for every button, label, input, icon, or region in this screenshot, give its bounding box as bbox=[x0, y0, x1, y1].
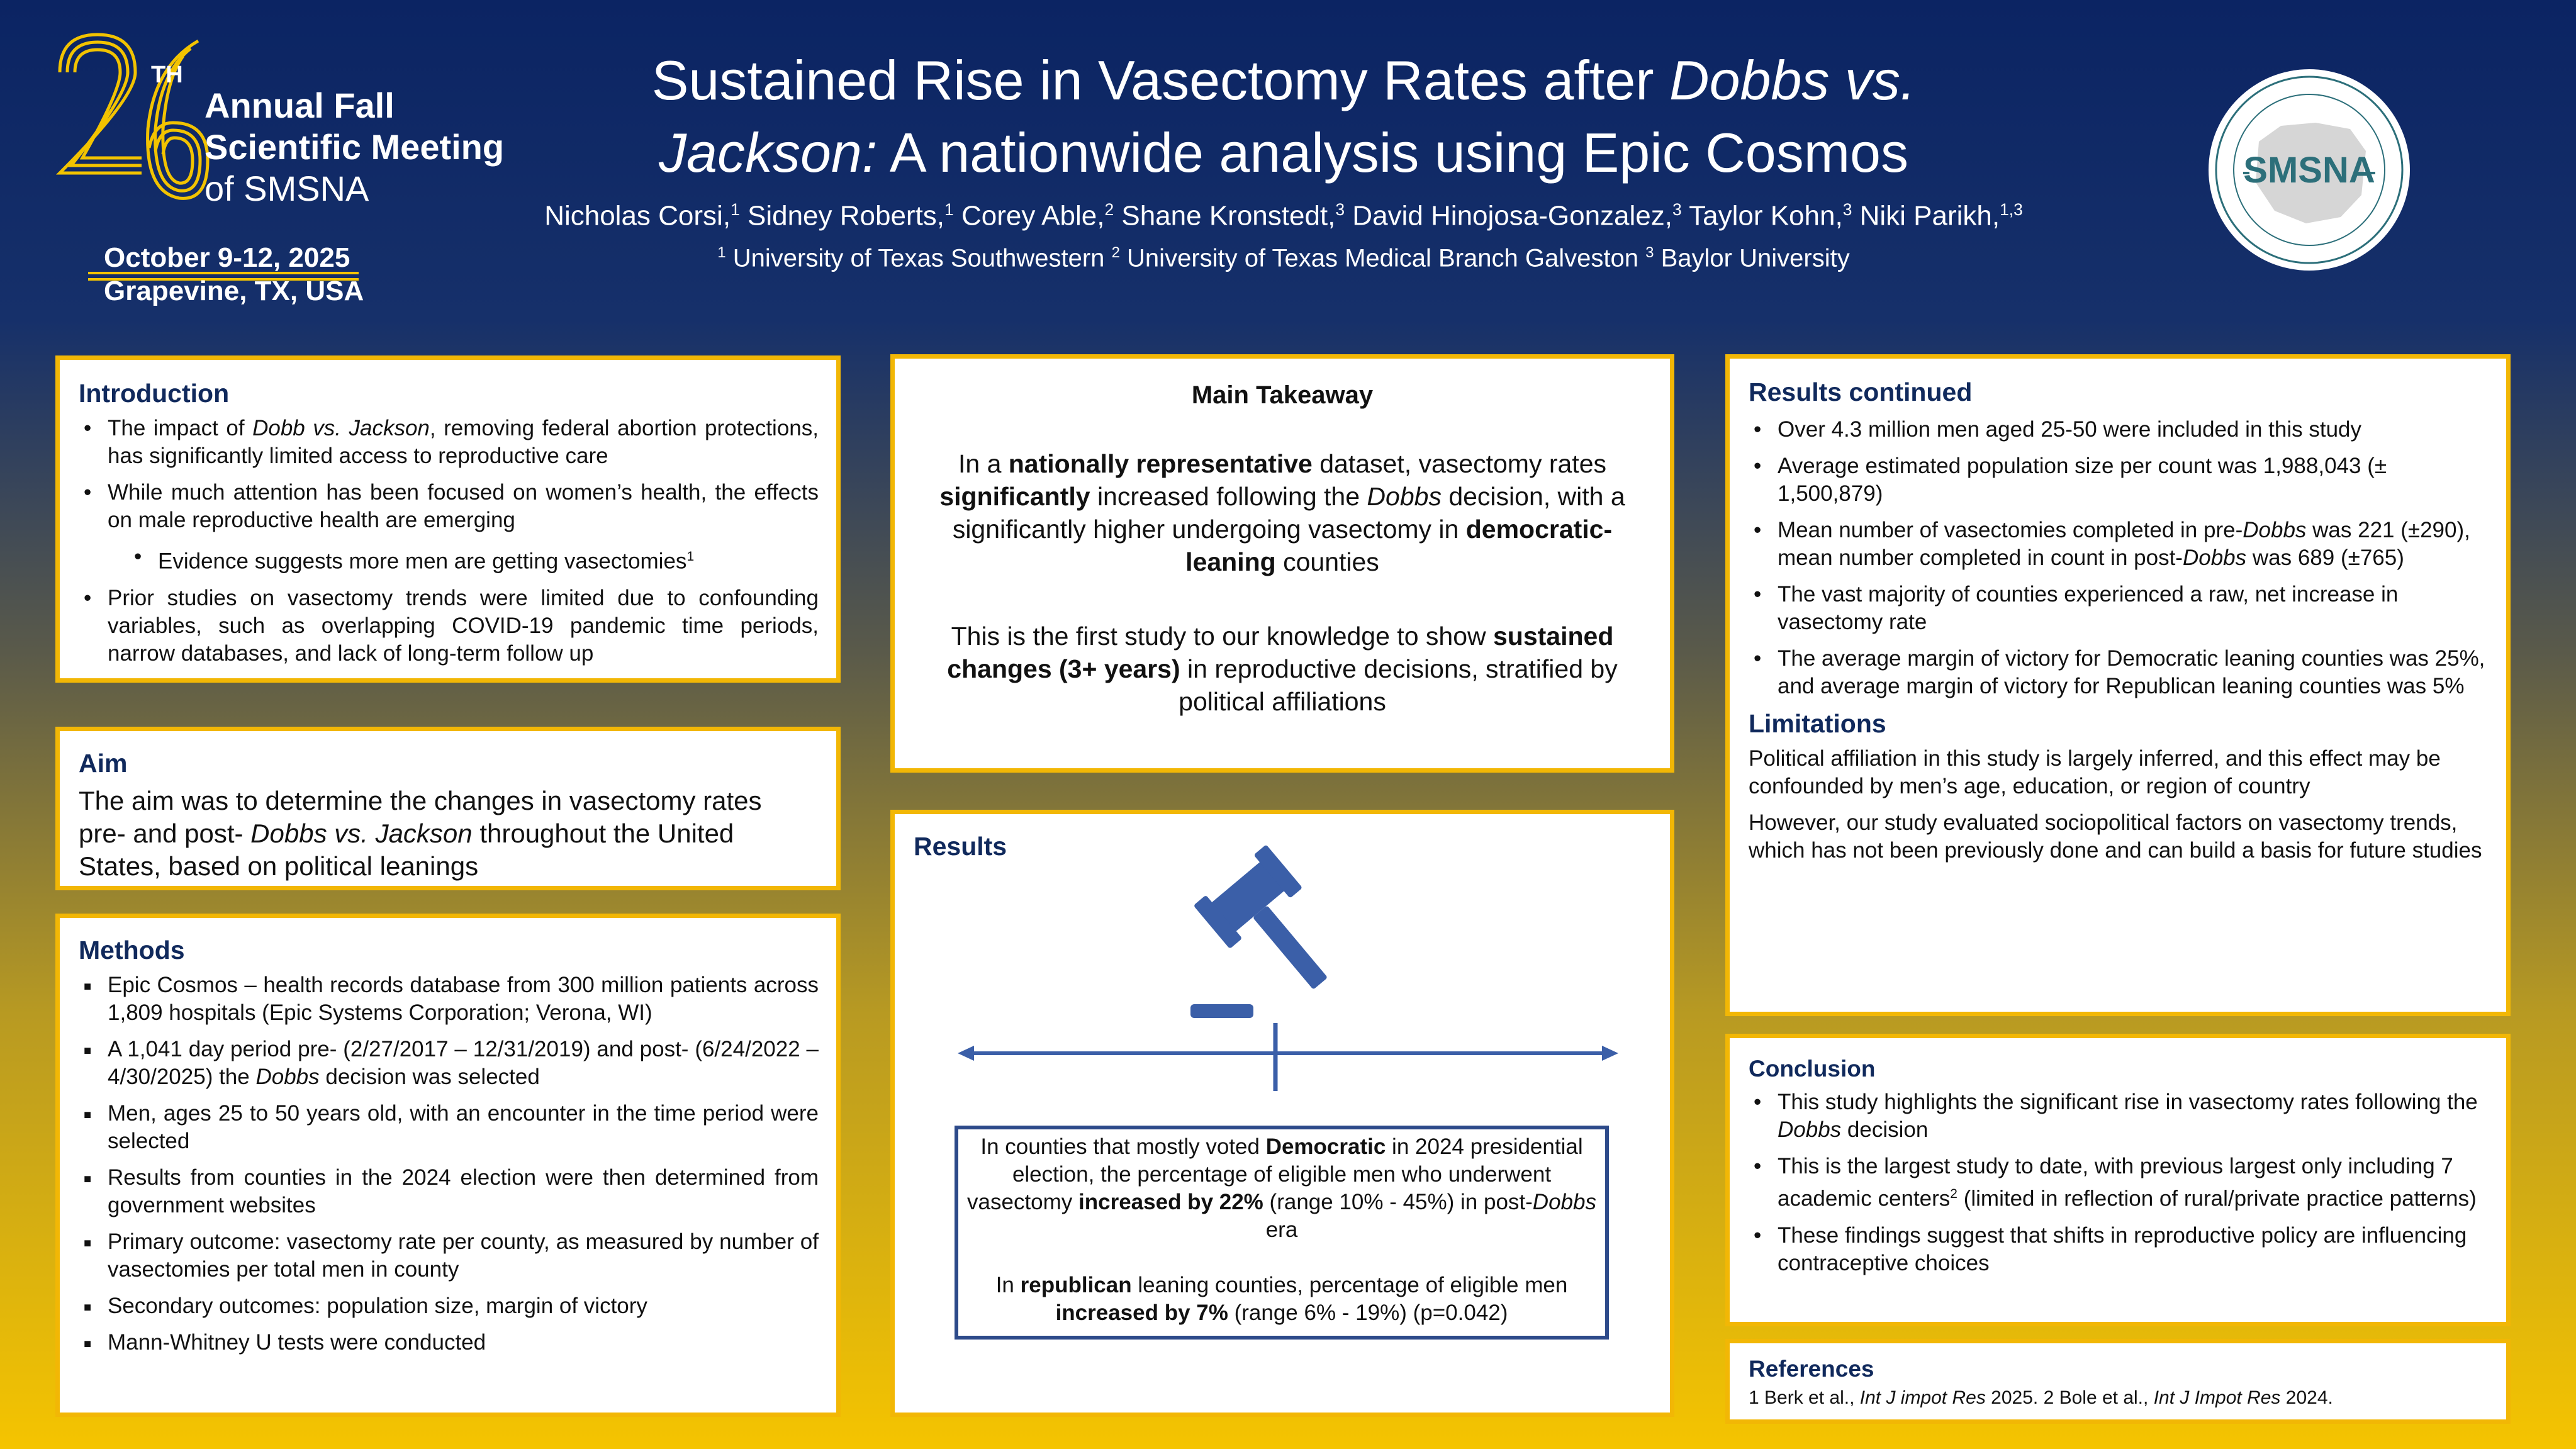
list-item: • Mean number of vasectomies completed in pre-Dobbs was 221 (±290), mean number completed in count in post-Dobbs was 689 (±765) bbox=[1749, 517, 2491, 572]
author-affiliation-mark: 1 bbox=[731, 200, 740, 219]
timeline-arrow bbox=[958, 1022, 1618, 1091]
author-affiliation-mark: 3 bbox=[1335, 200, 1345, 219]
author-name: Sidney Roberts, bbox=[747, 200, 945, 232]
author-name: David Hinojosa-Gonzalez, bbox=[1352, 200, 1672, 232]
results-callout bbox=[955, 1126, 1609, 1340]
list-item: ■ Results from counties in the 2024 election were then determined from government websites bbox=[79, 1164, 819, 1219]
aim-panel bbox=[55, 727, 841, 890]
references-panel bbox=[1725, 1339, 2511, 1424]
list-item: • This is the largest study to date, with previous largest only including 7 academic centers$^2$ (limited in reflection of rural/private practice patterns) bbox=[1749, 1153, 2491, 1213]
conclusion-panel bbox=[1725, 1034, 2511, 1326]
democratic-result: In counties that mostly voted Democratic in 2024 presidential election, the percentage of eligible men who underwent vasectomy increased by 22% (range 10% - 45%) in post-Dobbs era bbox=[967, 1134, 1596, 1242]
results-heading: Results bbox=[914, 832, 1007, 861]
list-item: ■ Men, ages 25 to 50 years old, with an encounter in the time period were selected bbox=[79, 1100, 819, 1155]
meeting-location: Grapevine, TX, USA bbox=[104, 276, 364, 306]
author-name: Corey Able, bbox=[961, 200, 1105, 232]
list-item: • These findings suggest that shifts in reproductive policy are influencing contraceptive choices bbox=[1749, 1222, 2491, 1277]
aim-text: The aim was to determine the changes in vasectomy rates pre- and post- Dobbs vs. Jackson throughout the United States, based on political leanings bbox=[79, 786, 762, 881]
list-item: ■ Epic Cosmos – health records database from 300 million patients across 1,809 hospitals (Epic Systems Corporation; Verona, WI) bbox=[79, 971, 819, 1027]
gavel-icon bbox=[1178, 839, 1354, 1028]
conclusion-heading: Conclusion bbox=[1749, 1056, 1876, 1082]
results-continued-heading: Results continued bbox=[1749, 378, 1973, 406]
main-takeaway-panel bbox=[890, 354, 1674, 773]
author-name: Niki Parikh, bbox=[1859, 200, 2000, 232]
affiliation-name: Baylor University bbox=[1660, 244, 1850, 272]
republican-result: In republican leaning counties, percentage of eligible men increased by 7% (range 6% - 19%) (p=0.042) bbox=[995, 1273, 1568, 1325]
list-item: ■ Primary outcome: vasectomy rate per county, as measured by number of vasectomies per total men in county bbox=[79, 1228, 819, 1284]
limitations-text: Political affiliation in this study is largely inferred, and this effect may be confounded by men’s age, education, or region of country bbox=[1749, 746, 2441, 798]
reference-list: 1 Berk et al., Int J impot Res 2025. 2 Bole et al., Int J Impot Res 2024. bbox=[1749, 1387, 2333, 1408]
introduction-heading: Introduction bbox=[79, 379, 230, 408]
author-affiliation-mark: 3 bbox=[1842, 200, 1852, 219]
affiliation-name: University of Texas Southwestern bbox=[732, 244, 1105, 272]
poster-title: Sustained Rise in Vasectomy Rates after Dobbs vs. Jackson: A nationwide analysis using Epic Cosmos bbox=[651, 49, 1916, 184]
list-item: • Evidence suggests more men are getting vasectomies$^1$ bbox=[79, 543, 819, 576]
meeting-title-line1: Annual Fall bbox=[204, 86, 395, 125]
list-item: • Prior studies on vasectomy trends were limited due to confounding variables, such as overlapping COVID-19 pandemic time periods, narrow databases, and lack of long-term follow up bbox=[79, 585, 819, 668]
list-item: • The impact of Dobb vs. Jackson, removing federal abortion protections, has significantly limited access to reproductive care bbox=[79, 415, 819, 470]
list-item: ■ Mann-Whitney U tests were conducted bbox=[79, 1329, 819, 1357]
author-affiliation-mark: 1,3 bbox=[2000, 200, 2023, 219]
smsna-seal-logo bbox=[2205, 66, 2413, 274]
list-item: ■ A 1,041 day period pre- (2/27/2017 – 12/31/2019) and post- (6/24/2022 – 4/30/2025) the Dobbs decision was selected bbox=[79, 1036, 819, 1091]
takeaway-paragraph: This is the first study to our knowledge to show sustained changes (3+ years) in reproductive decisions, stratified by political affiliations bbox=[947, 622, 1618, 716]
meeting-number-suffix: TH bbox=[151, 62, 183, 88]
results-panel bbox=[890, 810, 1674, 1417]
affiliation-mark: 2 bbox=[1111, 244, 1120, 261]
affiliation-mark: 1 bbox=[717, 244, 726, 261]
takeaway-heading: Main Takeaway bbox=[1191, 381, 1374, 409]
references-heading: References bbox=[1749, 1356, 1874, 1382]
author-affiliation-mark: 1 bbox=[944, 200, 954, 219]
meeting-dates: October 9-12, 2025 bbox=[104, 242, 350, 273]
affiliation-list bbox=[440, 244, 2127, 272]
list-item: • The vast majority of counties experienced a raw, net increase in vasectomy rate bbox=[1749, 581, 2491, 636]
26th-meeting-logo bbox=[47, 28, 211, 217]
author-affiliation-mark: 3 bbox=[1672, 200, 1682, 219]
aim-heading: Aim bbox=[79, 749, 128, 778]
results-continued-panel bbox=[1725, 354, 2511, 1016]
list-item: ■ Secondary outcomes: population size, margin of victory bbox=[79, 1292, 819, 1320]
author-name: Taylor Kohn, bbox=[1689, 200, 1843, 232]
author-list bbox=[440, 200, 2127, 232]
introduction-panel bbox=[55, 355, 841, 683]
methods-heading: Methods bbox=[79, 936, 185, 965]
author-affiliation-mark: 2 bbox=[1104, 200, 1114, 219]
svg-text:SMSNA: SMSNA bbox=[2243, 150, 2375, 191]
author-name: Shane Kronstedt, bbox=[1121, 200, 1336, 232]
limitations-text: However, our study evaluated sociopolitical factors on vasectomy trends, which has not been previously done and can build a basis for future studies bbox=[1749, 810, 2482, 863]
author-name: Nicholas Corsi, bbox=[544, 200, 731, 232]
limitations-heading: Limitations bbox=[1749, 709, 1886, 738]
meeting-title-line3: of SMSNA bbox=[204, 169, 369, 208]
list-item: • This study highlights the significant rise in vasectomy rates following the Dobbs decision bbox=[1749, 1088, 2491, 1144]
affiliation-name: University of Texas Medical Branch Galveston bbox=[1127, 244, 1638, 272]
methods-panel bbox=[55, 914, 841, 1417]
meeting-title-line2: Scientific Meeting bbox=[204, 127, 505, 167]
list-item: • Average estimated population size per count was 1,988,043 (± 1,500,879) bbox=[1749, 452, 2491, 508]
affiliation-mark: 3 bbox=[1645, 244, 1654, 261]
list-item: • Over 4.3 million men aged 25-50 were included in this study bbox=[1749, 416, 2491, 444]
list-item: • While much attention has been focused on women’s health, the effects on male reproductive health are emerging bbox=[79, 479, 819, 534]
list-item: • The average margin of victory for Democratic leaning counties was 25%, and average margin of victory for Republican leaning counties was 5% bbox=[1749, 645, 2491, 700]
takeaway-paragraph: In a nationally representative dataset, vasectomy rates significantly increased following the Dobbs decision, with a significantly higher undergoing vasectomy in democratic-leaning counties bbox=[939, 449, 1625, 576]
